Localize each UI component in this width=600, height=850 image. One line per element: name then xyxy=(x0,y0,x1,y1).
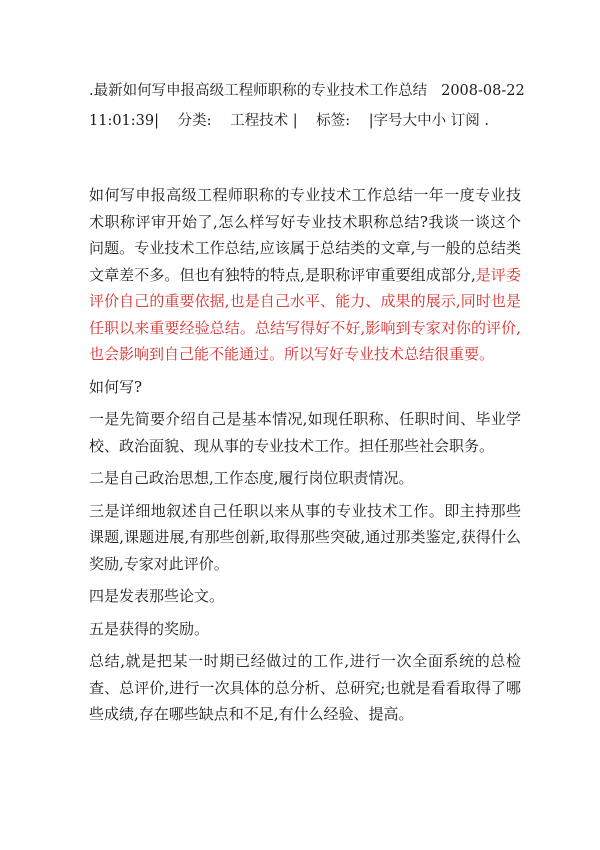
document-page xyxy=(89,76,525,734)
intro-text: 如何写申报高级工程师职称的专业技术工作总结一年一度专业技术职称评审开始了,怎么样写好专业技术职称总结?我谈一谈这个问题。专业技术工作总结,应该属于总结类的文章,与一般的总结类文章差不多。但也有独特的特点,是职称评审重要组成部分, xyxy=(89,186,521,284)
article-title-line xyxy=(89,76,525,106)
paragraph-how: 如何写? xyxy=(89,377,143,396)
paragraph-summary: 总结,就是把某一时期已经做过的工作,进行一次全面系统的总检查、总评价,进行一次具体的总分析、总研究;也就是看看取得了哪些成绩,存在哪些缺点和不足,有什么经验、提高。 xyxy=(89,652,521,723)
article-title: .最新如何写申报高级工程师职称的专业技术工作总结 xyxy=(89,83,428,99)
intro-paragraph xyxy=(89,182,521,368)
paragraph-point-4: 四是发表那些论文。 xyxy=(89,587,225,605)
paragraph-point-1: 一是先简要介绍自己是基本情况,如现任职称、任职时间、毕业学校、政治面貌、现从事的专业技术工作。担任那些社会职务。 xyxy=(89,410,521,455)
subscribe-link[interactable]: 订阅 . xyxy=(450,113,489,129)
tags-label: 标签: xyxy=(316,113,351,129)
font-size-switch[interactable]: 字号大中小 xyxy=(373,113,447,129)
paragraph-point-3: 三是详细地叙述自己任职以来从事的专业技术工作。即主持那些课题,课题进展,有那些创新,取得那些突破,通过那类鉴定,获得什么奖励,专家对此评价。 xyxy=(89,501,521,573)
paragraph-point-2: 二是自己政治思想,工作态度,履行岗位职责情况。 xyxy=(89,469,414,487)
article-date: 2008-08-22 xyxy=(441,83,525,99)
category-label: 分类: xyxy=(177,113,212,129)
article-time: 11:01:39 xyxy=(89,113,155,129)
article-meta-line: 11:01:39| 分类: 工程技术 | 标签: |字号大中小 订阅 . xyxy=(89,113,489,129)
paragraph-point-5: 五是获得的奖励。 xyxy=(89,619,210,638)
category-link[interactable]: 工程技术 xyxy=(230,113,289,129)
article-body xyxy=(89,182,521,728)
intro-highlight-text: 是评委评价自己的重要依据,也是自己水平、能力、成果的展示,同时也是任职以来重要经验总结。总结写得好不好,影响到专家对你的评价,也会影响到自己能不能通过。所以写好专业技术总结很重要。 xyxy=(89,265,521,363)
